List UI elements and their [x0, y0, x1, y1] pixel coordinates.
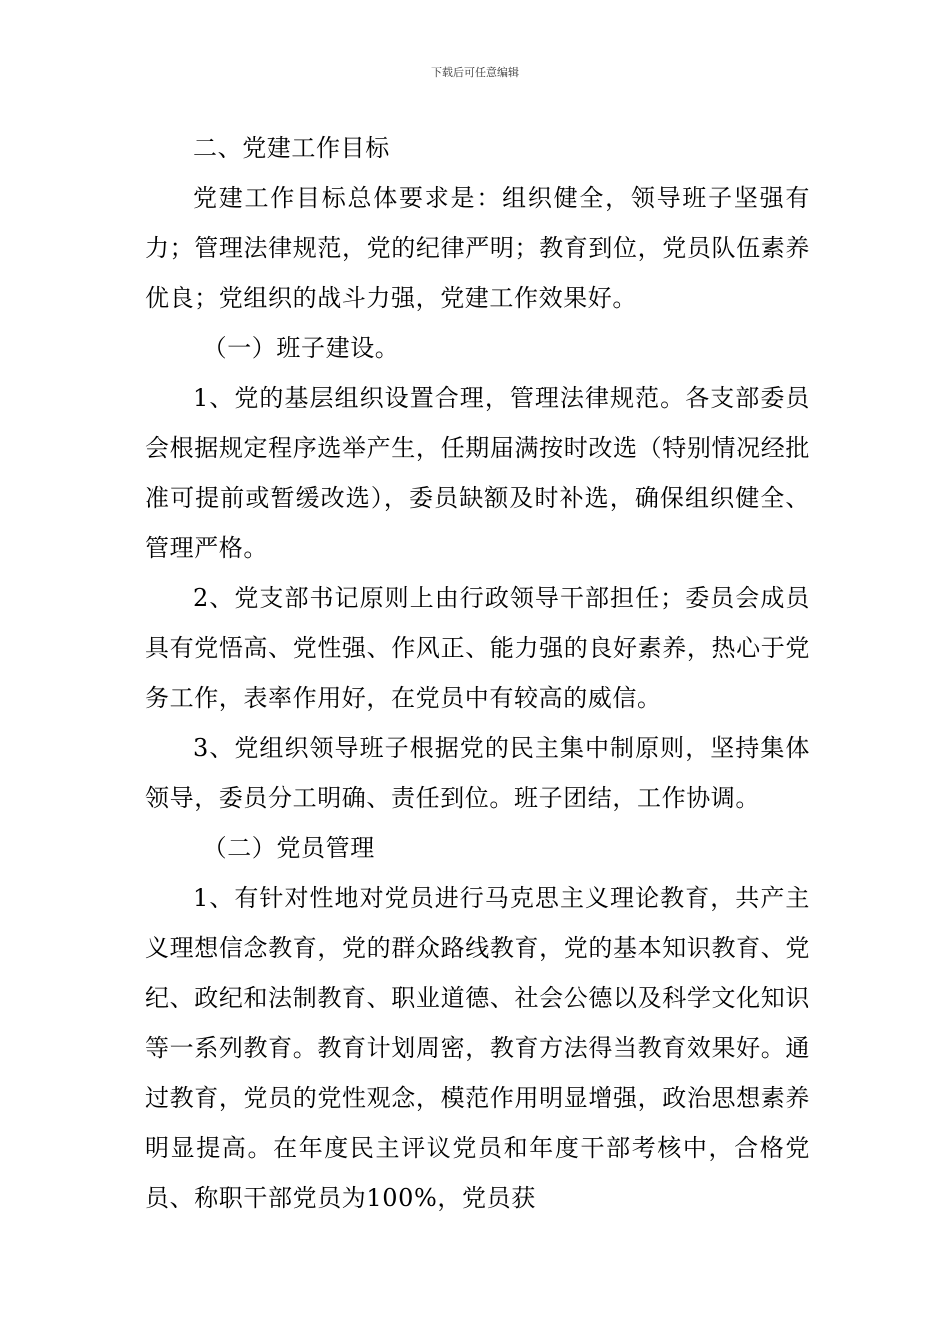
document-body — [145, 123, 810, 1223]
page-header-note: 下载后可任意编辑 — [431, 66, 519, 79]
paragraph-item: 1、党的基层组织设置合理，管理法律规范。各支部委员会根据规定程序选举产生，任期届满按时改选（特别情况经批准可提前或暂缓改选），委员缺额及时补选，确保组织健全、管理严格。 — [145, 384, 810, 562]
paragraph-item: 1、有针对性地对党员进行马克思主义理论教育，共产主义理想信念教育，党的群众路线教育，党的基本知识教育、党纪、政纪和法制教育、职业道德、社会公德以及科学文化知识等一系列教育。教育计划周密，教育方法得当教育效果好。通过教育，党员的党性观念，模范作用明显增强，政治思想素养明显提高。在年度民主评议党员和年度干部考核中，合格党员、称职干部党员为100%，党员获 — [145, 884, 810, 1212]
subsection-title-team-building: （一）班子建设。 — [202, 334, 400, 362]
section-heading: 二、党建工作目标 — [193, 134, 390, 162]
paragraph-item: 3、党组织领导班子根据党的民主集中制原则，坚持集体领导，委员分工明确、责任到位。班子团结，工作协调。 — [145, 734, 810, 812]
paragraph-item: 2、党支部书记原则上由行政领导干部担任；委员会成员具有党悟高、党性强、作风正、能力强的良好素养，热心于党务工作，表率作用好，在党员中有较高的威信。 — [145, 584, 810, 712]
subsection-title-member-management: （二）党员管理 — [202, 834, 375, 862]
summary-paragraph: 党建工作目标总体要求是：组织健全，领导班子坚强有力；管理法律规范，党的纪律严明；教育到位，党员队伍素养优良；党组织的战斗力强，党建工作效果好。 — [145, 184, 810, 312]
